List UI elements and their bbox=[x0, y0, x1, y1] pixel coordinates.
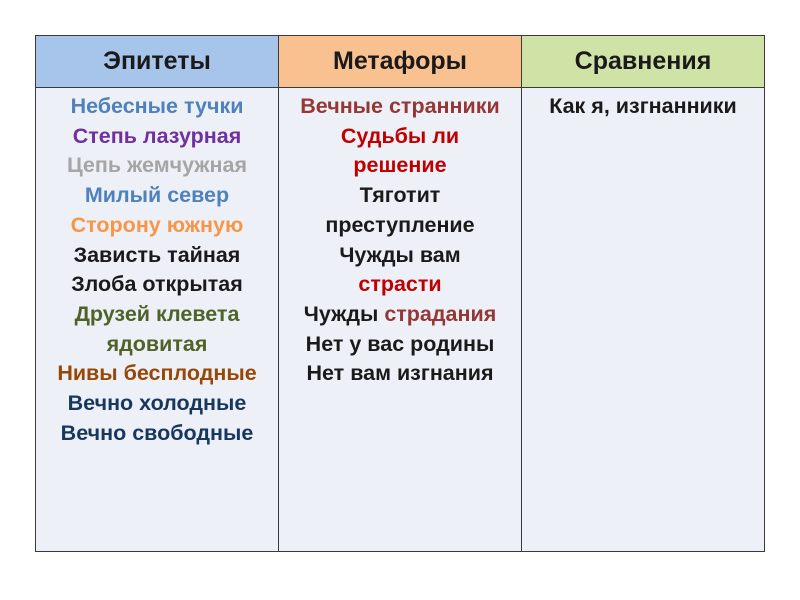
epithet-line: Сторону южную bbox=[70, 212, 244, 237]
metaphor-line bbox=[279, 92, 521, 122]
metaphor-line bbox=[279, 241, 521, 271]
literary-devices-table bbox=[35, 35, 765, 552]
metaphor-text-part: Нет вам изгнания bbox=[306, 361, 494, 386]
metaphor-text-part: Чужды bbox=[303, 301, 385, 326]
simile-line: Как я, изгнанники bbox=[549, 94, 737, 118]
metaphor-text-part: Тяготит bbox=[359, 183, 441, 208]
metaphors-column bbox=[279, 88, 522, 551]
metaphor-line bbox=[279, 300, 521, 330]
metaphor-text-part: Нет у вас родины bbox=[305, 331, 495, 356]
metaphor-text-part: страсти bbox=[358, 272, 442, 297]
header-similes: Сравнения bbox=[522, 36, 764, 88]
epithet-line: Степь лазурная bbox=[72, 123, 242, 148]
metaphor-text-part: Чужды вам bbox=[339, 242, 461, 267]
metaphor-text-part: страдания bbox=[384, 301, 497, 326]
epithet-line: Цепь жемчужная bbox=[66, 153, 248, 178]
metaphor-line bbox=[279, 181, 521, 211]
metaphor-line bbox=[279, 359, 521, 389]
epithet-line: ядовитая bbox=[106, 331, 208, 356]
epithet-line: Друзей клевета bbox=[74, 301, 240, 326]
epithet-line: Зависть тайная bbox=[73, 242, 241, 267]
metaphor-line bbox=[279, 211, 521, 241]
similes-column bbox=[522, 88, 764, 551]
epithet-line: Вечно свободные bbox=[60, 420, 254, 445]
metaphor-line bbox=[279, 270, 521, 300]
metaphor-line bbox=[279, 330, 521, 360]
epithet-line: Небесные тучки bbox=[70, 94, 244, 118]
metaphor-text-part: преступление bbox=[325, 212, 475, 237]
metaphor-line bbox=[279, 151, 521, 181]
header-epithets: Эпитеты bbox=[36, 36, 279, 88]
epithet-line: Нивы бесплодные bbox=[57, 361, 257, 386]
header-metaphors: Метафоры bbox=[279, 36, 522, 88]
metaphor-line bbox=[279, 122, 521, 152]
metaphor-text-part: решение bbox=[353, 153, 447, 178]
metaphor-text-part: Вечные странники bbox=[300, 94, 500, 118]
epithets-column bbox=[36, 88, 279, 551]
epithet-line: Вечно холодные bbox=[67, 391, 247, 416]
epithet-line: Злоба открытая bbox=[71, 272, 243, 297]
epithet-line: Милый север bbox=[84, 183, 230, 208]
metaphor-text-part: Судьбы ли bbox=[340, 123, 460, 148]
